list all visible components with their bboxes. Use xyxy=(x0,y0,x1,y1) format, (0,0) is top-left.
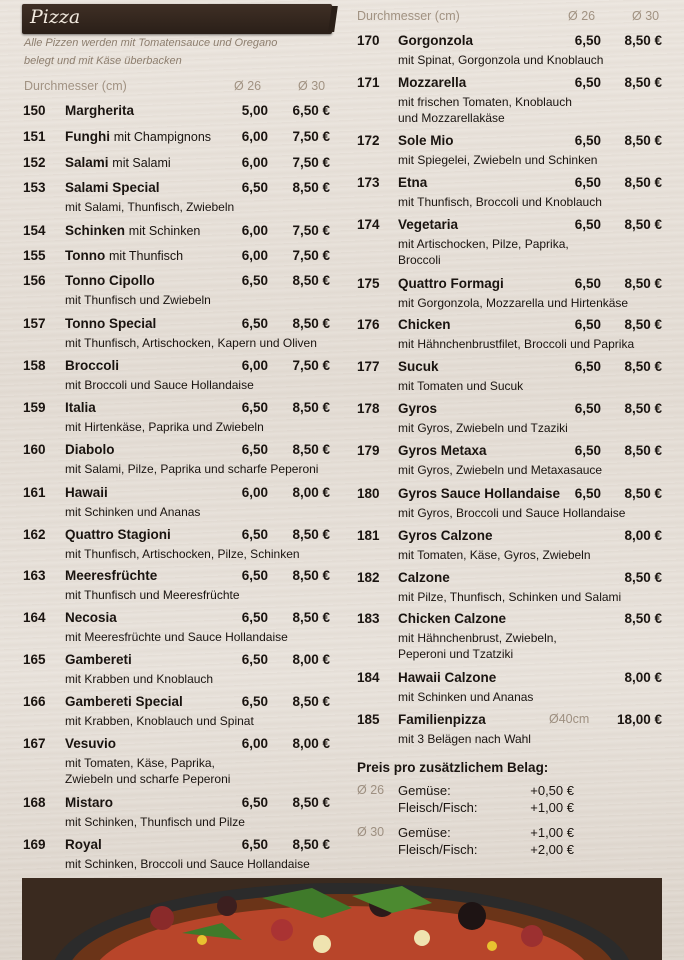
price-26: 6,00 xyxy=(241,248,268,263)
item-name xyxy=(65,103,134,118)
item-name-text: Meeresfrüchte xyxy=(65,568,158,583)
price-30: 7,50 € xyxy=(292,358,330,373)
item-name: Etna xyxy=(398,175,428,190)
price-26: 6,50 xyxy=(241,610,268,625)
item-description: mit Schinken und Ananas xyxy=(398,690,534,704)
item-name-text: Tonno xyxy=(65,248,106,263)
price-30: 8,50 € xyxy=(624,217,662,232)
price-30: 8,50 € xyxy=(292,527,330,542)
price-30: 8,50 € xyxy=(624,33,662,48)
item-name-text: Funghi xyxy=(65,129,110,144)
item-name-text: Margherita xyxy=(65,103,135,118)
item-description: mit Gyros, Zwiebeln und Metaxasauce xyxy=(398,463,603,477)
item-description: mit 3 Belägen nach Wahl xyxy=(398,732,531,746)
item-description: mit Thunfisch, Artischocken, Pilze, Schinken xyxy=(65,547,300,561)
price-30: 8,50 € xyxy=(624,175,662,190)
extras-meat-price-26: +1,00 € xyxy=(530,800,574,815)
item-number: 159 xyxy=(23,400,46,415)
price-30: 8,50 € xyxy=(292,568,330,583)
item-description: mit Tomaten und Sucuk xyxy=(398,379,524,393)
price-26: 6,00 xyxy=(241,155,268,170)
price-26: 5,00 xyxy=(241,103,268,118)
item-inline-desc: mit Thunfisch xyxy=(109,249,184,263)
item-number: 183 xyxy=(357,611,380,626)
item-description: mit Schinken, Broccoli und Sauce Hollandaise xyxy=(65,857,310,871)
item-number: 151 xyxy=(23,129,46,144)
item-number: 167 xyxy=(23,736,46,751)
item-name-text: Broccoli xyxy=(65,358,120,373)
item-description: mit Pilze, Thunfisch, Schinken und Salami xyxy=(398,590,622,604)
price-30: 8,50 € xyxy=(624,611,662,626)
item-name: Familienpizza xyxy=(398,712,486,727)
price-30: 8,50 € xyxy=(624,570,662,585)
item-name-text: Vesuvio xyxy=(65,736,117,751)
item-name: Gyros Calzone xyxy=(398,528,493,543)
price-30: 8,50 € xyxy=(624,276,662,291)
item-description: mit Tomaten, Käse, Gyros, Zwiebeln xyxy=(398,548,591,562)
size-header-label: Durchmesser (cm) xyxy=(24,79,127,93)
price-30: 8,00 € xyxy=(292,652,330,667)
price-30: 8,50 € xyxy=(292,837,330,852)
size-header-label-right: Durchmesser (cm) xyxy=(357,9,460,23)
price-26: 6,50 xyxy=(241,837,268,852)
price-26: 6,50 xyxy=(574,276,601,291)
price-26: 6,50 xyxy=(574,133,601,148)
item-description: mit Krabben, Knoblauch und Spinat xyxy=(65,714,254,728)
item-number: 158 xyxy=(23,358,46,373)
item-description: mit Salami, Thunfisch, Zwiebeln xyxy=(65,200,235,214)
item-number: 170 xyxy=(357,33,380,48)
item-name-text: Royal xyxy=(65,837,102,852)
price-30: 8,50 € xyxy=(624,75,662,90)
price-30: 8,00 € xyxy=(624,670,662,685)
item-name: Mozzarella xyxy=(398,75,467,90)
item-number: 165 xyxy=(23,652,46,667)
price-26: 6,50 xyxy=(241,316,268,331)
item-number: 154 xyxy=(23,223,46,238)
item-description: mit Tomaten, Käse, Paprika, xyxy=(65,756,215,770)
item-description: mit Gyros, Zwiebeln und Tzaziki xyxy=(398,421,568,435)
item-number: 166 xyxy=(23,694,46,709)
price-26: 6,50 xyxy=(574,443,601,458)
price-26: 6,50 xyxy=(241,568,268,583)
item-name: Calzone xyxy=(398,570,450,585)
price-26: 6,00 xyxy=(241,358,268,373)
extras-veg-label-26: Gemüse: xyxy=(398,783,451,798)
item-number: 163 xyxy=(23,568,46,583)
item-name xyxy=(65,837,102,852)
size-header-30-right: Ø 30 xyxy=(632,9,660,23)
item-description: mit Broccoli und Sauce Hollandaise xyxy=(65,378,254,392)
price-30: 8,00 € xyxy=(292,736,330,751)
item-name: Chicken xyxy=(398,317,451,332)
item-name xyxy=(65,180,160,195)
item-name: Sole Mio xyxy=(398,133,454,148)
price-26: 6,50 xyxy=(241,795,268,810)
size-header-26: Ø 26 xyxy=(234,79,262,93)
item-number: 168 xyxy=(23,795,46,810)
item-description: Broccoli xyxy=(398,253,441,267)
item-number: 157 xyxy=(23,316,46,331)
item-description: mit frischen Tomaten, Knoblauch xyxy=(398,95,572,109)
item-name: Quattro Formagi xyxy=(398,276,504,291)
item-name xyxy=(65,155,171,170)
price-30: 7,50 € xyxy=(292,155,330,170)
item-name xyxy=(65,358,119,373)
item-number: 181 xyxy=(357,528,380,543)
extras-title: Preis pro zusätzlichem Belag: xyxy=(357,760,549,775)
item-number: 161 xyxy=(23,485,46,500)
item-name xyxy=(65,568,157,583)
item-inline-desc: mit Salami xyxy=(112,156,171,170)
price-26: 6,50 xyxy=(241,694,268,709)
item-name-text: Salami Special xyxy=(65,180,160,195)
item-name-text: Gambereti xyxy=(65,652,132,667)
price-30: 18,00 € xyxy=(616,712,662,727)
item-name xyxy=(65,316,156,331)
item-name xyxy=(65,400,96,415)
price-30: 8,50 € xyxy=(624,133,662,148)
price-26: 6,00 xyxy=(241,129,268,144)
intro-note-line-1: Alle Pizzen werden mit Tomatensauce und Oregano xyxy=(24,37,278,49)
section-title: Pizza xyxy=(30,6,81,28)
item-name-text: Schinken xyxy=(65,223,126,238)
price-30: 7,50 € xyxy=(292,129,330,144)
size-header-30: Ø 30 xyxy=(298,79,326,93)
price-30: 8,50 € xyxy=(624,317,662,332)
item-description: mit Thunfisch und Zwiebeln xyxy=(65,293,211,307)
item-number: 150 xyxy=(23,103,46,118)
price-30: 8,50 € xyxy=(292,316,330,331)
item-description: mit Schinken, Thunfisch und Pilze xyxy=(65,815,245,829)
item-number: 180 xyxy=(357,486,380,501)
item-description: mit Spinat, Gorgonzola und Knoblauch xyxy=(398,53,604,67)
item-description: mit Hähnchenbrust, Zwiebeln, xyxy=(398,631,557,645)
item-number: 182 xyxy=(357,570,380,585)
item-name-text: Mistaro xyxy=(65,795,114,810)
item-name-text: Gambereti Special xyxy=(65,694,183,709)
item-number: 164 xyxy=(23,610,46,625)
item-number: 176 xyxy=(357,317,380,332)
price-30: 8,50 € xyxy=(624,486,662,501)
item-name xyxy=(65,736,116,751)
item-name: Sucuk xyxy=(398,359,439,374)
item-name-text: Diabolo xyxy=(65,442,115,457)
item-number: 162 xyxy=(23,527,46,542)
extras-veg-price-30: +1,00 € xyxy=(530,825,574,840)
item-description: mit Hähnchenbrustfilet, Broccoli und Paprika xyxy=(398,337,635,351)
item-name: Gyros Metaxa xyxy=(398,443,487,458)
item-description: mit Hirtenkäse, Paprika und Zwiebeln xyxy=(65,420,264,434)
item-description: mit Gorgonzola, Mozzarella und Hirtenkäse xyxy=(398,296,629,310)
item-description: und Mozzarellakäse xyxy=(398,111,505,125)
extras-size-30: Ø 30 xyxy=(357,825,385,839)
price-30: 8,50 € xyxy=(292,442,330,457)
price-26: 6,00 xyxy=(241,485,268,500)
item-name xyxy=(65,273,155,288)
price-30: 7,50 € xyxy=(292,223,330,238)
price-26: 6,50 xyxy=(574,175,601,190)
price-26: 6,50 xyxy=(241,400,268,415)
price-30: 8,50 € xyxy=(292,180,330,195)
item-name-text: Tonno Special xyxy=(65,316,157,331)
price-30: 6,50 € xyxy=(292,103,330,118)
price-30: 8,50 € xyxy=(292,795,330,810)
price-30: 7,50 € xyxy=(292,248,330,263)
price-26: 6,50 xyxy=(241,527,268,542)
price-26: 6,50 xyxy=(241,442,268,457)
extras-veg-label-30: Gemüse: xyxy=(398,825,451,840)
item-description: Peperoni und Tzatziki xyxy=(398,647,514,661)
extras-meat-label-30: Fleisch/Fisch: xyxy=(398,842,478,857)
price-26: 6,00 xyxy=(241,736,268,751)
extras-size-26: Ø 26 xyxy=(357,783,385,797)
item-description: Zwiebeln und scharfe Peperoni xyxy=(65,772,231,786)
item-description: mit Spiegelei, Zwiebeln und Schinken xyxy=(398,153,598,167)
item-description: mit Thunfisch und Meeresfrüchte xyxy=(65,588,240,602)
price-26: 6,50 xyxy=(574,33,601,48)
item-name: Gyros Sauce Hollandaise xyxy=(398,486,561,501)
item-description: mit Artischocken, Pilze, Paprika, xyxy=(398,237,569,251)
price-26: 6,00 xyxy=(241,223,268,238)
price-26: 6,50 xyxy=(574,401,601,416)
item-number: 173 xyxy=(357,175,380,190)
price-30: 8,50 € xyxy=(624,401,662,416)
item-name: Gyros xyxy=(398,401,438,416)
item-name xyxy=(65,129,211,144)
item-name xyxy=(65,223,200,238)
item-number: 169 xyxy=(23,837,46,852)
item-inline-desc: mit Champignons xyxy=(113,130,212,144)
item-number: 153 xyxy=(23,180,46,195)
item-name xyxy=(65,527,171,542)
price-30: 8,50 € xyxy=(292,694,330,709)
extras-veg-price-26: +0,50 € xyxy=(530,783,574,798)
extras-meat-price-30: +2,00 € xyxy=(530,842,574,857)
item-description: mit Thunfisch, Broccoli und Knoblauch xyxy=(398,195,602,209)
item-number: 172 xyxy=(357,133,380,148)
price-26: 6,50 xyxy=(574,217,601,232)
extras-meat-label-26: Fleisch/Fisch: xyxy=(398,800,478,815)
item-number: 184 xyxy=(357,670,380,685)
item-name-text: Necosia xyxy=(65,610,117,625)
item-name: Vegetaria xyxy=(398,217,459,232)
price-26: 6,50 xyxy=(241,652,268,667)
price-30: 8,50 € xyxy=(624,443,662,458)
price-26: 6,50 xyxy=(574,359,601,374)
item-number: 178 xyxy=(357,401,380,416)
price-30: 8,50 € xyxy=(292,610,330,625)
item-name-text: Quattro Stagioni xyxy=(65,527,171,542)
item-name: Gorgonzola xyxy=(398,33,473,48)
price-30: 8,50 € xyxy=(292,273,330,288)
item-number: 179 xyxy=(357,443,380,458)
price-26: 6,50 xyxy=(574,317,601,332)
item-name xyxy=(65,694,183,709)
item-number: 155 xyxy=(23,248,46,263)
item-number: 160 xyxy=(23,442,46,457)
price-26: 6,50 xyxy=(241,273,268,288)
price-30: 8,50 € xyxy=(292,400,330,415)
item-name: Chicken Calzone xyxy=(398,611,507,626)
item-description: mit Gyros, Broccoli und Sauce Hollandaise xyxy=(398,506,626,520)
item-name xyxy=(65,442,115,457)
price-30: 8,00 € xyxy=(624,528,662,543)
item-name: Hawaii Calzone xyxy=(398,670,497,685)
item-number: 152 xyxy=(23,155,46,170)
item-name xyxy=(65,248,183,263)
item-number: 175 xyxy=(357,276,380,291)
price-30: 8,50 € xyxy=(624,359,662,374)
item-inline-desc: mit Schinken xyxy=(128,224,201,238)
item-name-text: Hawaii xyxy=(65,485,108,500)
item-name xyxy=(65,610,117,625)
item-number: 177 xyxy=(357,359,380,374)
item-number: 171 xyxy=(357,75,380,90)
item-description: mit Krabben und Knoblauch xyxy=(65,672,214,686)
intro-note-line-2: belegt und mit Käse überbacken xyxy=(24,55,182,67)
price-26: 6,50 xyxy=(574,75,601,90)
item-number: 174 xyxy=(357,217,380,232)
item-name-text: Italia xyxy=(65,400,96,415)
item-name-text: Salami xyxy=(65,155,109,170)
item-description: mit Schinken und Ananas xyxy=(65,505,201,519)
item-description: mit Salami, Pilze, Paprika und scharfe Peperoni xyxy=(65,462,319,476)
item-description: mit Meeresfrüchte und Sauce Hollandaise xyxy=(65,630,288,644)
item-name xyxy=(65,485,108,500)
item-number: 156 xyxy=(23,273,46,288)
item-number: 185 xyxy=(357,712,380,727)
item-name xyxy=(65,795,113,810)
item-name xyxy=(65,652,132,667)
family-size-note: Ø40cm xyxy=(549,712,590,726)
size-header-26-right: Ø 26 xyxy=(568,9,596,23)
item-name-text: Tonno Cipollo xyxy=(65,273,155,288)
price-26: 6,50 xyxy=(241,180,268,195)
item-description: mit Thunfisch, Artischocken, Kapern und Oliven xyxy=(65,336,317,350)
price-26: 6,50 xyxy=(574,486,601,501)
price-30: 8,00 € xyxy=(292,485,330,500)
pizza-photo xyxy=(22,878,662,960)
